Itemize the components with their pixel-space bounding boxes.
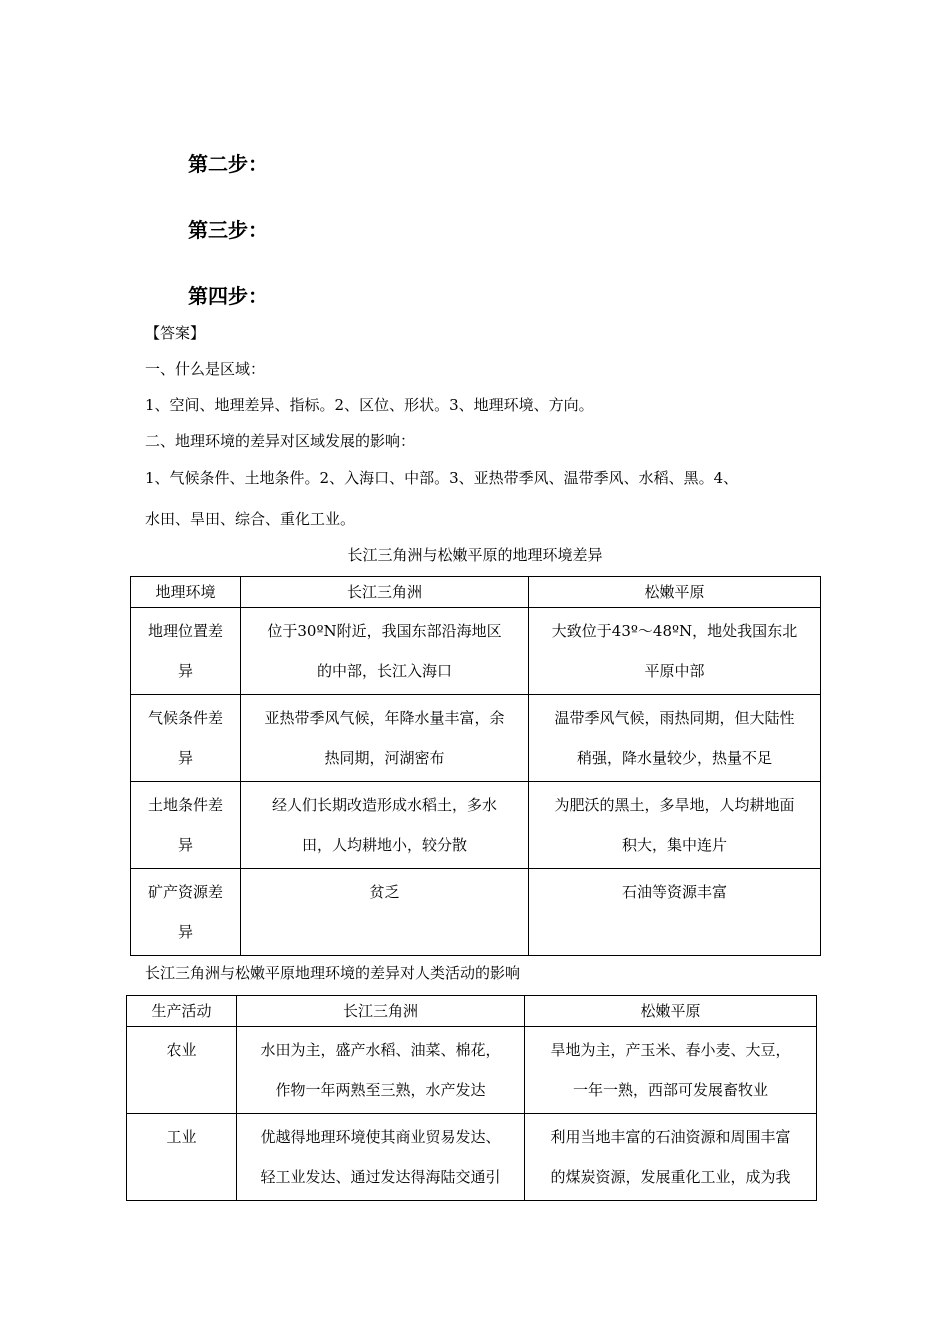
row-label: 矿产资源差 异 <box>131 869 241 956</box>
header-cell: 松嫩平原 <box>529 577 821 608</box>
cell-yangtze: 优越得地理环境使其商业贸易发达、 轻工业发达、通过发达得海陆交通引 <box>237 1114 525 1201</box>
section-one-body: 1、空间、地理差异、指标。2、区位、形状。3、地理环境、方向。 <box>145 396 594 414</box>
cell-yangtze: 水田为主，盛产水稻、油菜、棉花， 作物一年两熟至三熟，水产发达 <box>237 1027 525 1114</box>
cell-songnen: 温带季风气候，雨热同期，但大陆性 稍强，降水量较少，热量不足 <box>529 695 821 782</box>
table-row <box>127 1114 817 1201</box>
header-cell: 长江三角洲 <box>241 577 529 608</box>
cell-songnen: 利用当地丰富的石油资源和周围丰富 的煤炭资源，发展重化工业，成为我 <box>525 1114 817 1201</box>
row-label: 工业 <box>127 1114 237 1201</box>
table-row <box>131 869 821 956</box>
cell-yangtze: 贫乏 <box>241 869 529 956</box>
table-header-row <box>131 577 821 608</box>
cell-yangtze: 亚热带季风气候，年降水量丰富，余 热同期，河湖密布 <box>241 695 529 782</box>
step-four-heading: 第四步： <box>188 284 268 308</box>
section-two-body-line1: 1、气候条件、土地条件。2、入海口、中部。3、亚热带季风、温带季风、水稻、黑。4、 <box>145 469 739 487</box>
answer-heading: 【答案】 <box>145 324 206 342</box>
cell-songnen: 旱地为主，产玉米、春小麦、大豆， 一年一熟，西部可发展畜牧业 <box>525 1027 817 1114</box>
row-label: 农业 <box>127 1027 237 1114</box>
table1-caption: 长江三角洲与松嫩平原的地理环境差异 <box>347 546 603 564</box>
section-two-body-line2: 水田、旱田、综合、重化工业。 <box>145 510 356 528</box>
header-cell: 长江三角洲 <box>237 996 525 1027</box>
row-label: 土地条件差 异 <box>131 782 241 869</box>
cell-songnen: 为肥沃的黑土，多旱地，人均耕地面 积大，集中连片 <box>529 782 821 869</box>
header-cell: 生产活动 <box>127 996 237 1027</box>
table2-caption: 长江三角洲与松嫩平原地理环境的差异对人类活动的影响 <box>145 964 521 982</box>
step-two-heading: 第二步： <box>188 152 268 176</box>
cell-yangtze: 经人们长期改造形成水稻土，多水 田，人均耕地小，较分散 <box>241 782 529 869</box>
table-row <box>131 695 821 782</box>
header-cell: 松嫩平原 <box>525 996 817 1027</box>
geo-environment-table <box>130 576 821 956</box>
step-three-heading: 第三步： <box>188 218 268 242</box>
table-row <box>131 782 821 869</box>
cell-yangtze: 位于30ºN附近，我国东部沿海地区 的中部，长江入海口 <box>241 608 529 695</box>
cell-songnen: 大致位于43º～48ºN，地处我国东北 平原中部 <box>529 608 821 695</box>
human-activity-table <box>126 995 817 1201</box>
section-one-title: 一、什么是区域： <box>145 360 266 378</box>
table-header-row <box>127 996 817 1027</box>
row-label: 地理位置差 异 <box>131 608 241 695</box>
table-row <box>131 608 821 695</box>
header-cell: 地理环境 <box>131 577 241 608</box>
section-two-title: 二、地理环境的差异对区域发展的影响： <box>145 432 416 450</box>
cell-songnen: 石油等资源丰富 <box>529 869 821 956</box>
table-row <box>127 1027 817 1114</box>
row-label: 气候条件差 异 <box>131 695 241 782</box>
